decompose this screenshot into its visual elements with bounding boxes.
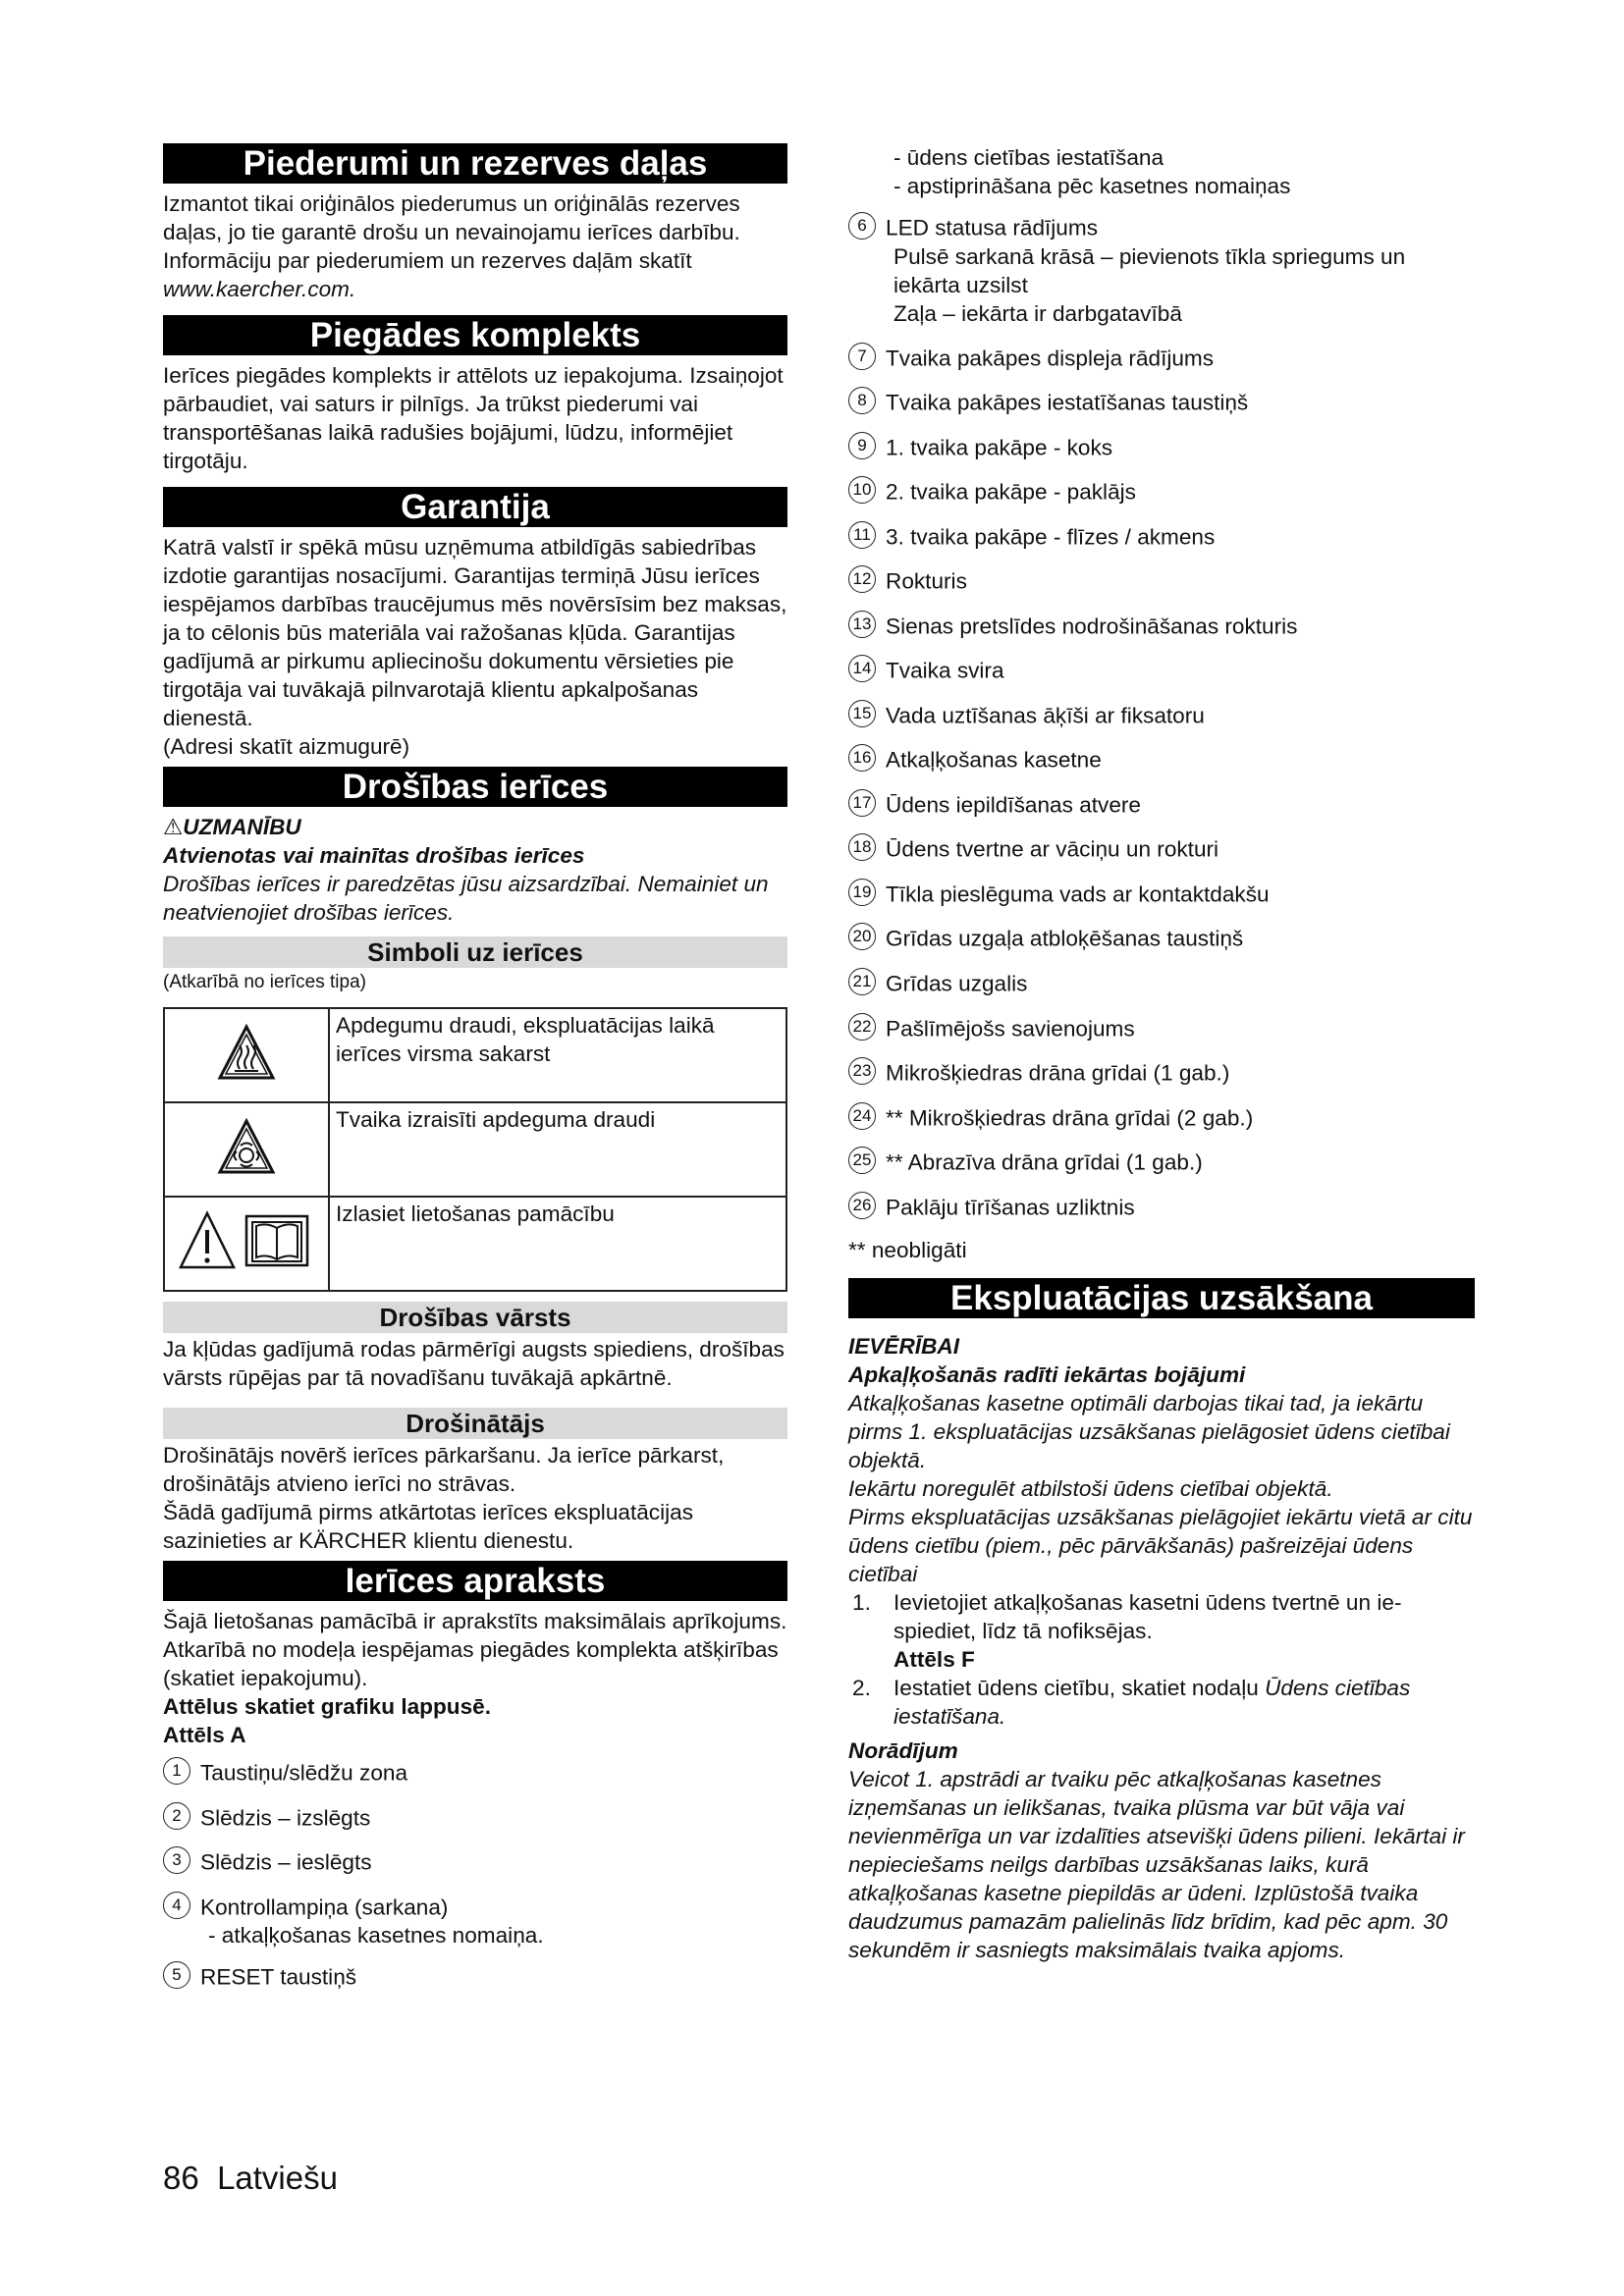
read-manual-icon <box>164 1197 329 1291</box>
accessories-text: Izmantot tikai oriģinālos piederumus un oriģinālās rezerves daļas, jo tie garantē drošu un nevainojamu ierīces darbību. <box>163 191 740 244</box>
symbol-text: Izlasiet lietošanas pamācību <box>329 1197 786 1291</box>
notice-title: Apkaļķošanās radīti iekārtas bojājumi <box>848 1362 1246 1388</box>
right-column <box>848 143 1475 1964</box>
list-item: 10 2. tvaika pakāpe - paklājs <box>848 476 1475 507</box>
list-item: 14 Tvaika svira <box>848 655 1475 685</box>
table-row <box>164 1102 786 1197</box>
section-heading-description: Ierīces apraksts <box>163 1561 787 1601</box>
left-column <box>163 143 787 2006</box>
section-heading-startup: Ekspluatācijas uzsākšana <box>848 1278 1475 1318</box>
notice-text: Atkaļķošanas kasetne optimāli darbojas tikai tad, ja iekārtu pirms 1. ekspluatācijas uzsākšanas pielāgosiet ūdens cietībai objektā. <box>848 1391 1450 1473</box>
list-item: 26 Paklāju tīrīšanas uzliktnis <box>848 1192 1475 1222</box>
list-item: 24 ** Mikrošķiedras drāna grīdai (2 gab.) <box>848 1102 1475 1133</box>
list-item: 11 3. tvaika pakāpe - flīzes / akmens <box>848 521 1475 552</box>
fuse-text: Drošinātājs novērš ierīces pārkaršanu. Ja ierīce pārkarst, drošinātājs atvieno ierīci no strāvas. <box>163 1443 725 1496</box>
symbol-text: Tvaika izraisīti apdeguma draudi <box>329 1102 786 1197</box>
steam-burn-warning-icon <box>164 1102 329 1197</box>
list-item: 4 Kontrollampiņa (sarkana) - atkaļķošanas kasetnes nomaiņa. <box>163 1892 787 1950</box>
footer-language: Latviešu <box>217 2160 338 2196</box>
website-link[interactable]: www.kaercher.com. <box>163 277 356 301</box>
step-2: 2. Iestatiet ūdens cietību, skatiet nodaļu Ūdens cietības iestatīšana. <box>852 1676 1411 1730</box>
list-item: 16 Atkaļķošanas kasetne <box>848 744 1475 774</box>
caution-title: Atvienotas vai mainītas drošības ierīces <box>163 843 585 868</box>
warranty-address-note: (Adresi skatīt aizmugurē) <box>163 734 410 759</box>
list-item: 18 Ūdens tvertne ar vāciņu un rokturi <box>848 833 1475 864</box>
section-heading-scope: Piegādes komplekts <box>163 315 787 355</box>
optional-note: ** neobligāti <box>848 1238 967 1263</box>
note-title: Norādījum <box>848 1738 958 1764</box>
table-row <box>164 1008 786 1102</box>
symbols-table <box>163 1007 787 1292</box>
list-item: 9 1. tvaika pakāpe - koks <box>848 432 1475 462</box>
list-item: 25 ** Abrazīva drāna grīdai (1 gab.) <box>848 1147 1475 1177</box>
symbols-note: (Atkarībā no ierīces tipa) <box>163 972 366 992</box>
list-item: 13 Sienas pretslīdes nodrošināšanas rokturis <box>848 611 1475 641</box>
section-heading-warranty: Garantija <box>163 487 787 527</box>
section-heading-safety: Drošības ierīces <box>163 767 787 807</box>
description-text: Šajā lietošanas pamācībā ir aprakstīts maksimālais aprīkojums. Atkarībā no modeļa iespējamas piegādes komplekta atšķirības (skatiet iepakojumu). <box>163 1609 787 1690</box>
list-item: 8 Tvaika pakāpes iestatīšanas taustiņš <box>848 387 1475 417</box>
list-item: 20 Grīdas uzgaļa atbloķēšanas taustiņš <box>848 923 1475 953</box>
table-row <box>164 1197 786 1291</box>
list-item: 23 Mikrošķiedras drāna grīdai (1 gab.) <box>848 1057 1475 1088</box>
fuse-text-2: Šādā gadījumā pirms atkārtotas ierīces ekspluatācijas sazinieties ar KÄRCHER klientu dienestu. <box>163 1500 693 1553</box>
symbol-text: Apdegumu draudi, ekspluatācijas laikā ierīces virsma sakarst <box>329 1008 786 1102</box>
list-item: 15 Vada uztīšanas āķīši ar fiksatoru <box>848 700 1475 730</box>
scope-text: Ierīces piegādes komplekts ir attēlots uz iepakojuma. Izsaiņojot pārbaudiet, vai saturs ir pilnīgs. Ja trūkst piederumi vai transportēšanas laikā radušies bojājumi, lūdzu, informējiet tirgotāju. <box>163 363 784 473</box>
list-item: 21 Grīdas uzgalis <box>848 968 1475 998</box>
valve-text: Ja kļūdas gadījumā rodas pārmērīgi augsts spiediens, drošības vārsts rūpējas par tā novadīšanu tuvākajā apkārtnē. <box>163 1337 785 1390</box>
accessories-info: Informāciju par piederumiem un rezerves daļām skatīt www.kaercher.com. <box>163 248 692 301</box>
see-graphics-note: Attēlus skatiet grafiku lappusē. <box>163 1694 491 1719</box>
list-item: 1 Taustiņu/slēdžu zona <box>163 1757 787 1788</box>
list-item: 12 Rokturis <box>848 565 1475 596</box>
caution-label: ⚠UZMANĪBU <box>163 815 301 839</box>
list-item: 6 LED statusa rādījums Pulsē sarkanā krāsā – pievienots tīkla spriegums un iekārta uzsilst Zaļa – iekārta ir darbgatavībā <box>848 212 1475 328</box>
step-1: 1. Ievietojiet atkaļķošanas kasetni ūdens tvertnē un iespiediet, līdz tā nofiksējas. Attēls F <box>852 1590 1402 1673</box>
notice-text-3: Pirms ekspluatācijas uzsākšanas pielāgojiet iekārtu vietā ar citu ūdens cietību (piem., pēc pārvākšanās) pašreizējai ūdens cietībai <box>848 1505 1473 1587</box>
list-item: 17 Ūdens iepildīšanas atvere <box>848 789 1475 820</box>
figure-label: Attēls A <box>163 1723 246 1747</box>
notice-text-2: Iekārtu noregulēt atbilstoši ūdens cietībai objektā. <box>848 1476 1333 1502</box>
subheading-symbols: Simboli uz ierīces <box>163 936 787 968</box>
continuation-line: - ūdens cietības iestatīšana <box>893 145 1164 170</box>
continuation-line: - apstiprināšana pēc kasetnes nomaiņas <box>893 174 1291 198</box>
page-number: 86 <box>163 2160 199 2196</box>
section-heading-accessories: Piederumi un rezerves daļas <box>163 143 787 184</box>
note-text: Veicot 1. apstrādi ar tvaiku pēc atkaļķošanas kasetnes izņemšanas un ielikšanas, tvaika plūsma var būt vāja vai nevienmērīga un var izdalīties atsevišķi ūdens pilieni. Iekārtai ir nepieciešams neilgs darbības uzsākšanas laiks, kurā atkaļķošanas kasetne piepildās ar ūdeni. Izplūstošā tvaika daudzumus pamazām palielinās līdz brīdim, kad pēc apm. 30 sekundēm ir sasniegts maksimālais tvaika apjoms. <box>848 1767 1465 1963</box>
page-footer <box>163 2160 338 2197</box>
caution-text: Drošības ierīces ir paredzētas jūsu aizsardzībai. Nemainiet un neatvienojiet drošības ierīces. <box>163 872 769 925</box>
component-list <box>848 343 1475 1222</box>
list-item: 2 Slēdzis – izslēgts <box>163 1802 787 1833</box>
subheading-valve: Drošības vārsts <box>163 1302 787 1333</box>
subheading-fuse: Drošinātājs <box>163 1408 787 1439</box>
list-item: 7 Tvaika pakāpes displeja rādījums <box>848 343 1475 373</box>
list-item: 19 Tīkla pieslēguma vads ar kontaktdakšu <box>848 879 1475 909</box>
notice-label: IEVĒRĪBAI <box>848 1334 959 1360</box>
warranty-text: Katrā valstī ir spēkā mūsu uzņēmuma atbildīgās sabiedrības izdotie garantijas nosacījumi. Garantijas termiņā Jūsu ierīces iespējamos darbības traucējumus mēs novērsīsim bez maksas, ja to cēlonis būs materiāla vai ražošanas kļūda. Garantijas gadījumā ar pirkumu apliecinošu dokumentu vērsieties pie tirgotāja vai tuvākajā pilnvarotajā klientu apkalpošanas dienestā. <box>163 535 787 730</box>
cross-reference-link[interactable]: Ūdens cietības iestatīšana. <box>893 1676 1411 1730</box>
list-item: 3 Slēdzis – ieslēgts <box>163 1846 787 1877</box>
hot-surface-warning-icon <box>164 1008 329 1102</box>
list-item: 22 Pašlīmējošs savienojums <box>848 1013 1475 1043</box>
list-item: 5 RESET taustiņš <box>163 1961 787 1992</box>
